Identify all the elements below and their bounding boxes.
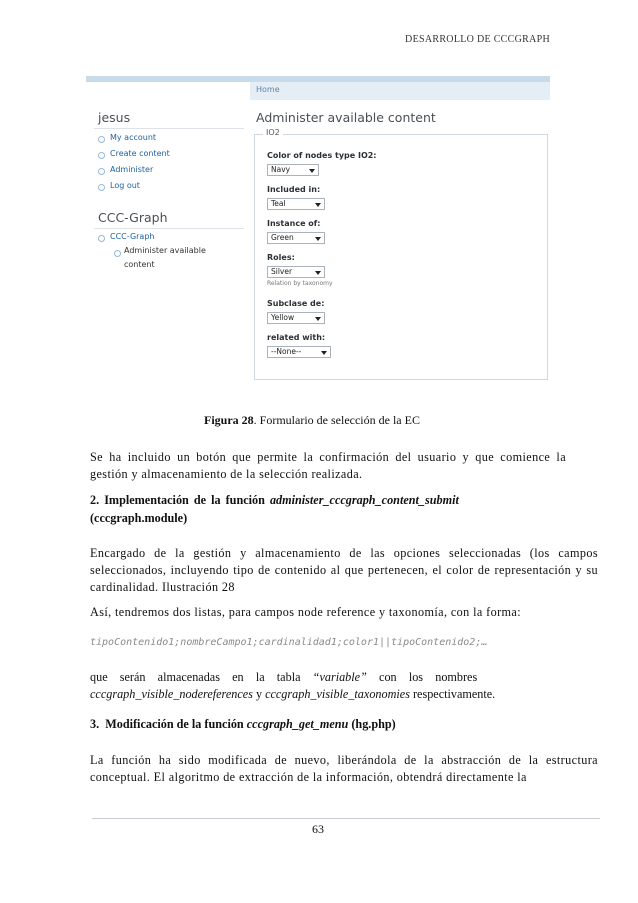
fieldset-io2 xyxy=(254,128,548,380)
paragraph-text: y xyxy=(252,687,266,701)
instance-of-select[interactable] xyxy=(267,232,325,244)
select-value: Navy xyxy=(271,165,291,174)
sidebar-link-create-content[interactable]: Create content xyxy=(110,149,170,158)
page-title: Administer available content xyxy=(256,110,436,125)
caption-label: Figura 28 xyxy=(204,413,254,427)
bullet-icon xyxy=(98,184,105,191)
footer-rule xyxy=(92,818,600,819)
divider xyxy=(94,128,244,129)
running-header: DESARROLLO DE CCCGRAPH xyxy=(405,34,550,45)
dropdown-arrow-icon xyxy=(315,237,321,241)
sidebar xyxy=(86,82,250,382)
variable-name: cccgraph_visible_nodereferences xyxy=(90,687,253,701)
section-heading xyxy=(90,492,560,509)
bullet-icon xyxy=(114,250,121,257)
page-number: 63 xyxy=(312,822,324,836)
paragraph xyxy=(90,545,598,596)
bullet-icon xyxy=(98,235,105,242)
sidebar-link-ccc-graph[interactable]: CCC-Graph xyxy=(110,232,155,241)
paragraph: Así, tendremos dos listas, para campos node reference y taxonomía, con la forma: xyxy=(90,605,522,619)
heading-function: administer_cccgraph_content_submit xyxy=(269,493,459,507)
related-with-select[interactable] xyxy=(267,346,331,358)
module-block-title: CCC-Graph xyxy=(98,210,168,225)
variable-name: cccgraph_visible_taxonomies xyxy=(265,687,410,701)
caption-text: . Formulario de selección de la EC xyxy=(253,413,420,427)
field-label: Roles: xyxy=(267,253,295,262)
dropdown-arrow-icon xyxy=(315,271,321,275)
table-name: “variable” xyxy=(312,670,367,684)
heading-function: cccgraph_get_menu xyxy=(246,717,349,731)
field-label: Color of nodes type IO2: xyxy=(267,151,377,160)
included-in-select[interactable] xyxy=(267,198,325,210)
fieldset-legend: IO2 xyxy=(263,128,283,137)
select-value: Silver xyxy=(271,267,293,276)
user-block-title: jesus xyxy=(98,110,131,125)
select-value: Yellow xyxy=(271,313,295,322)
paragraph-text: que serán almacenadas en la tabla xyxy=(90,670,313,684)
heading-file: (hg.php) xyxy=(348,717,396,731)
figure-caption xyxy=(204,413,420,428)
dropdown-arrow-icon xyxy=(315,203,321,207)
heading-text: 3. Modificación de la función xyxy=(90,717,247,731)
paragraph: La función ha sido modificada de nuevo, liberándola de la abstracción de la estructura conceptual. El algoritmo de extracción de la información, obtendrá directamente la xyxy=(90,753,598,784)
main-content xyxy=(250,82,550,382)
field-label: Included in: xyxy=(267,185,321,194)
field-label: Instance of: xyxy=(267,219,321,228)
field-label: Subclase de: xyxy=(267,299,325,308)
figure-reference: Ilustración 28 xyxy=(161,580,235,594)
select-value: Green xyxy=(271,233,294,242)
paragraph: Se ha incluido un botón que permite la confirmación del usuario y que comience la gestión y almacenamiento de la selección realizada. xyxy=(90,450,566,481)
sidebar-link-administer-available-content[interactable]: Administer available content xyxy=(124,246,206,269)
breadcrumb-bar xyxy=(250,82,550,100)
figure-screenshot xyxy=(86,76,550,382)
sidebar-link-my-account[interactable]: My account xyxy=(110,133,157,142)
select-value: Teal xyxy=(271,199,286,208)
field-label: related with: xyxy=(267,333,326,342)
divider xyxy=(94,228,244,229)
bullet-icon xyxy=(98,136,105,143)
paragraph-text: respectivamente. xyxy=(409,687,496,701)
heading-text: 2. Implementación de la función xyxy=(90,493,270,507)
dropdown-arrow-icon xyxy=(309,169,315,173)
sidebar-link-administer[interactable]: Administer xyxy=(110,165,154,174)
field-description: Relation by taxonomy xyxy=(267,280,333,287)
select-value: --None-- xyxy=(271,347,302,356)
roles-select[interactable] xyxy=(267,266,325,278)
bullet-icon xyxy=(98,152,105,159)
heading-file: (cccgraph.module) xyxy=(90,511,188,525)
paragraph xyxy=(90,669,560,703)
code-sample: tipoContenido1;nombreCampo1;cardinalidad1;color1||tipoContenido2;… xyxy=(90,637,488,648)
sidebar-link-log-out[interactable]: Log out xyxy=(110,181,140,190)
dropdown-arrow-icon xyxy=(321,351,327,355)
section-heading xyxy=(90,716,396,733)
dropdown-arrow-icon xyxy=(315,317,321,321)
subclase-de-select[interactable] xyxy=(267,312,325,324)
color-select[interactable] xyxy=(267,164,319,176)
paragraph-text: con los nombres xyxy=(366,670,478,684)
breadcrumb-home[interactable]: Home xyxy=(256,85,280,94)
paragraph-text: Encargado de la gestión y almacenamiento de las opciones seleccionadas (los campos seleccionados, incluyendo tipo de contenido al que pertenecen, el color de representación y su cardinalidad. xyxy=(90,546,598,594)
bullet-icon xyxy=(98,168,105,175)
